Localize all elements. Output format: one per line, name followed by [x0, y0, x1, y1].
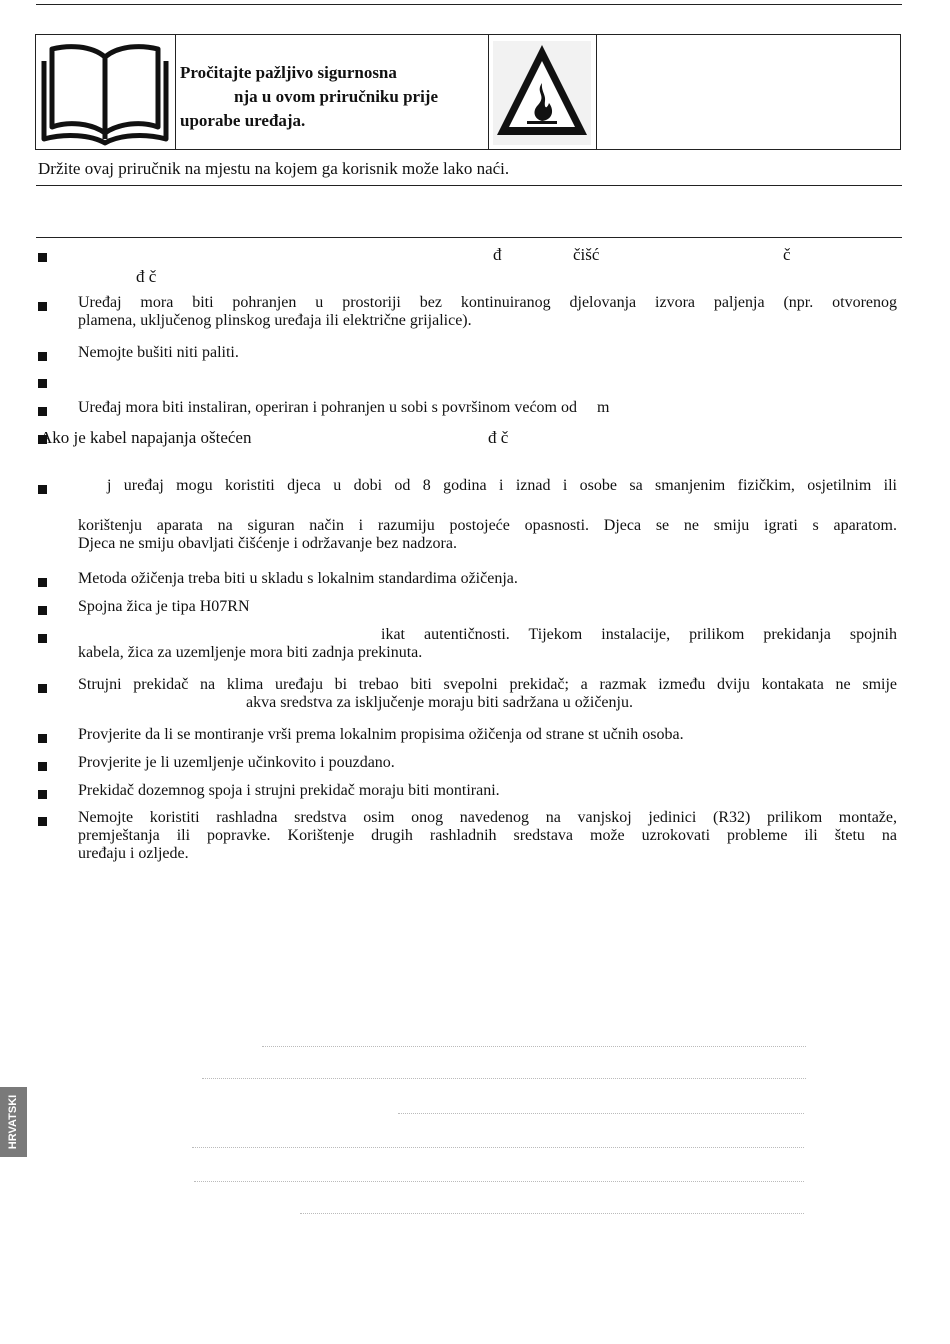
notes-line [398, 1113, 804, 1114]
bullet-icon [38, 352, 47, 361]
item-line: korištenju aparata na siguran način i razumiju postojeće opasnosti. Djeca se ne smiju igrati s aparatom. [78, 517, 897, 534]
item-line: premještanja ili popravke. Korištenje drugih rashladnih sredstava može uzrokovati probleme ili štetu na [78, 827, 897, 844]
notes-line [202, 1078, 806, 1079]
top-rule [36, 4, 902, 5]
list-item [78, 782, 897, 800]
bullet-icon [38, 762, 47, 771]
item-line: kabela, žica za uzemljenje mora biti zadnja prekinuta. [78, 644, 423, 661]
item-line: j uređaj mogu koristiti djeca u dobi od 8 godina i iznad i osobe sa smanjenim fizičkim, osjetilnim ili [107, 477, 897, 494]
manual-icon-cell [36, 35, 176, 149]
item-line: Ako je kabel napajanja oštećen [40, 428, 252, 447]
language-label: HRVATSKI [7, 1094, 20, 1150]
item-line: plamena, uključenog plinskog uređaja ili električne grijalice). [78, 312, 472, 329]
list-item [78, 676, 897, 712]
item-line: Djeca ne smiju obavljati čišćenje i održavanje bez nadzora. [78, 535, 457, 552]
list-item [78, 754, 897, 772]
list-item [78, 477, 897, 553]
bullet-icon [38, 253, 47, 262]
bullet-icon [38, 734, 47, 743]
separator-rule-1 [36, 185, 902, 186]
bullet-icon [38, 578, 47, 587]
fragment-text: đ [493, 245, 502, 264]
header-title-line-2: nja u ovom priručniku prije [234, 87, 439, 106]
list-item [78, 344, 897, 362]
item-line: Metoda ožičenja treba biti u skladu s lokalnim standardima ožičenja. [78, 570, 518, 587]
item-line: akva sredstva za isključenje moraju biti sadržana u ožičenju. [246, 694, 633, 711]
separator-rule-2 [36, 237, 902, 238]
notes-line [262, 1046, 806, 1047]
header-title-line-3: uporabe uređaja. [180, 111, 306, 130]
safety-header-box [35, 34, 901, 150]
bullet-icon [38, 302, 47, 311]
bullet-icon [38, 485, 47, 494]
list-item [78, 626, 897, 662]
item-line: ikat autentičnosti. Tijekom instalacije, prilikom prekidanja spojnih [381, 626, 897, 643]
bullet-icon [38, 817, 47, 826]
warning-icon-cell [489, 35, 597, 149]
list-item [78, 570, 897, 588]
item-line: Uređaj mora biti pohranjen u prostoriji bez kontinuiranog djelovanja izvora paljenja (npr. otvorenog [78, 294, 897, 311]
fragment-text: đ č [136, 267, 157, 286]
list-item [78, 294, 897, 330]
fragment-text: đ č [488, 428, 509, 447]
item-line: uređaju i ozljede. [78, 845, 189, 862]
list-item [78, 598, 897, 616]
item-line: Strujni prekidač na klima uređaju bi trebao biti svepolni prekidač; a razmak između dviju kontakata ne smije [78, 676, 897, 693]
bullet-icon [38, 379, 47, 388]
list-item [78, 809, 897, 863]
flammable-warning-icon [489, 35, 595, 149]
notes-line [194, 1181, 804, 1182]
read-instructions-cell [176, 35, 489, 149]
notes-line [192, 1147, 804, 1148]
item-line [78, 495, 897, 517]
item-line: Provjerite da li se montiranje vrši prema lokalnim propisima ožičenja od strane st učnih osoba. [78, 726, 684, 743]
item-line: Nemojte bušiti niti paliti. [78, 344, 239, 361]
list-item [78, 399, 897, 417]
bullet-icon [38, 407, 47, 416]
item-line: Nemojte koristiti rashladna sredstva osim onog navedenog na vanjskoj jedinici (R32) prilikom montaže, [78, 809, 897, 826]
open-book-icon [36, 35, 174, 149]
language-side-tab [0, 1087, 27, 1157]
list-item [78, 726, 897, 744]
bullet-icon [38, 790, 47, 799]
item-line: Uređaj mora biti instaliran, operiran i pohranjen u sobi s površinom većom od m [78, 399, 610, 416]
bullet-icon [38, 634, 47, 643]
item-line: Provjerite je li uzemljenje učinkovito i pouzdano. [78, 754, 395, 771]
keep-manual-note: Držite ovaj priručnik na mjestu na kojem ga korisnik može lako naći. [38, 159, 510, 178]
item-line: Prekidač dozemnog spoja i strujni prekidač moraju biti montirani. [78, 782, 500, 799]
notes-line [300, 1213, 804, 1214]
item-line: Spojna žica je tipa H07RN [78, 598, 250, 615]
empty-header-cell [597, 35, 900, 149]
header-title-line-1: Pročitajte pažljivo sigurnosna [180, 63, 397, 82]
bullet-icon [38, 684, 47, 693]
fragment-text: čišć [573, 245, 600, 264]
bullet-icon [38, 606, 47, 615]
fragment-text: č [783, 245, 791, 264]
